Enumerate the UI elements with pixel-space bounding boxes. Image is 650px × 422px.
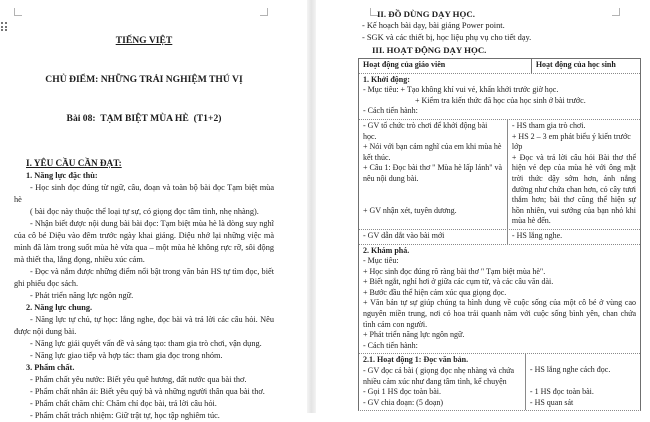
paragraph: - Phẩm chất yêu nước: Biết yêu quê hương, đất nước qua bài thơ. bbox=[30, 375, 247, 384]
line: - GV chia đoạn: (5 đoạn) bbox=[363, 397, 444, 407]
paragraph: - Nhận biết được nội dung bài bài đọc: Tạm biệt mùa hè là dòng suy nghĩ của cô bé Diệu vào đêm trước ngày khai giảng. Diệu nhớ lại những việc mà mình đã làm trong suốt mùa hè vừa qua – một mùa hè không rực rỡ, sôi động mà thiết tha, lắng đọng, nhiều xúc cảm. bbox=[14, 219, 274, 264]
line: + Đọc và trả lời câu hỏi Bài thơ thể hiện vẻ đẹp của mùa hè với ông mặt trời thức dậy sớm hơn, ánh nắng đường như chứa chan hơn, cỏ cây tươi thắm hơn; bài thơ cũng thể hiện sự hồn nhiên, vui sướng của bạn nhỏ khi mùa hè đến. bbox=[511, 152, 636, 226]
paragraph: - Phát triển năng lực ngôn ngữ. bbox=[30, 291, 134, 300]
student-cell bbox=[508, 230, 640, 244]
line: - HS lắng nghe cách đọc. bbox=[529, 365, 611, 375]
line: - GV tổ chức trò chơi để khởi động bài học. bbox=[363, 120, 488, 141]
line: + Kiểm tra kiến thức đã học của học sinh ở bài trước. bbox=[415, 95, 586, 105]
line: + Nói với bạn cảm nghĩ của em khi mùa hè kết thúc. bbox=[363, 142, 502, 162]
line: - Gọi 1 HS đọc toàn bài. bbox=[363, 387, 441, 397]
paragraph: - Năng lực giao tiếp và hợp tác: tham gia đọc trong nhóm. bbox=[30, 351, 223, 360]
section-ii-heading: II. ĐỒ DÙNG DẠY HỌC. bbox=[377, 9, 475, 19]
line: - Cách tiến hành: bbox=[363, 340, 418, 350]
row-title: 2.1. Hoạt động 1: Đọc văn bản. bbox=[363, 355, 469, 365]
table-row-khoi-dong bbox=[359, 74, 640, 120]
col-header-student: Hoạt động của học sinh bbox=[535, 60, 616, 69]
section-i-heading: I. YÊU CẦU CẦN ĐẠT: bbox=[26, 158, 122, 168]
table-row bbox=[359, 120, 640, 230]
line: - GV dẫn dắt vào bài mới bbox=[363, 230, 445, 240]
subheading-pham-chat: 3. Phẩm chất. bbox=[26, 363, 75, 372]
line: - HS quan sát bbox=[529, 397, 574, 407]
row-title: 2. Khám phá. bbox=[363, 245, 410, 255]
line: + HS 2 – 3 em phát biểu ý kiến trước lớp bbox=[511, 131, 631, 152]
line: + GV nhận xét, tuyên dương. bbox=[363, 205, 457, 215]
table-header-row bbox=[359, 59, 640, 74]
line: - Cách tiến hành: bbox=[363, 106, 418, 116]
paragraph: - SGK và các thiết bị, học liệu phụ vụ cho tiết dạy. bbox=[362, 33, 532, 42]
subheading-nang-luc-dac-thu: 1. Năng lực đặc thù: bbox=[26, 171, 98, 180]
paragraph: - Phẩm chất trách nhiệm: Giữ trật tự, học tập nghiêm túc. bbox=[30, 411, 220, 420]
paragraph: - Kế hoạch bài dạy, bài giảng Power point. bbox=[362, 21, 505, 30]
drag-handle-icon[interactable] bbox=[1, 22, 7, 31]
row-title: 1. Khởi động: bbox=[363, 74, 410, 84]
page-gutter bbox=[307, 0, 316, 413]
table-row-kham-pha bbox=[359, 245, 640, 355]
paragraph: - Đọc và nắm được những điểm nổi bật trong văn bản HS tự tìm đọc, biết ghi phiếu đọc sách. bbox=[14, 267, 274, 288]
paragraph: - Năng lực giải quyết vấn đề và sáng tạo: tham gia trò chơi, vận dụng. bbox=[30, 339, 262, 348]
doc-title: TIẾNG VIỆT bbox=[115, 35, 173, 46]
doc-theme-line: CHỦ ĐIỂM: NHỮNG TRẢI NGHIỆM THÚ VỊ bbox=[45, 74, 243, 85]
line: + Biết ngắt, nghỉ hơi ở giữa các cụm từ, và các câu văn dài. bbox=[363, 277, 554, 287]
page-1 bbox=[14, 8, 274, 422]
line: + Văn bản tự sự giúp chúng ta hình dung về cuộc sống của một cô bé ở vùng cao nguyên miền trung, nơi có hoa trái quanh năm với cuộc sống bình yên, chan chứa tình cảm con người. bbox=[363, 298, 636, 329]
paragraph: - Phẩm chất nhân ái: Biết yêu quý bà và những người thân qua bài thơ. bbox=[30, 387, 265, 396]
line: - GV đọc cả bài ( giọng đọc nhẹ nhàng và chứa nhiều cảm xúc như đang tâm tình, kể chuyện bbox=[363, 366, 515, 386]
table-row bbox=[359, 230, 640, 245]
doc-lesson-line: Bài 08: TẠM BIỆT MÙA HÈ (T1+2) bbox=[66, 113, 222, 124]
teacher-cell bbox=[359, 120, 508, 229]
col-header-teacher: Hoạt động của giáo viên bbox=[359, 59, 532, 73]
teacher-cell bbox=[359, 230, 508, 244]
section-iii-heading: III. HOẠT ĐỘNG DẠY HỌC. bbox=[372, 45, 487, 55]
paragraph: ( bài đọc này thuộc thể loại tự sự, có giọng đọc tâm tình, nhẹ nhàng). bbox=[30, 207, 259, 216]
student-cell bbox=[526, 354, 640, 410]
paragraph: - Phẩm chất chăm chỉ: Chăm chỉ đọc bài, trả lời câu hỏi. bbox=[30, 399, 217, 408]
line: - Mục tiêu: + Tạo không khí vui vẻ, khấn khởi trước giờ học. bbox=[363, 85, 559, 95]
line: - Mục tiêu: bbox=[363, 256, 399, 266]
paragraph: - Học sinh đọc đúng từ ngữ, câu, đoạn và toàn bộ bài đọc Tạm biệt mùa hè bbox=[14, 183, 274, 204]
line: + Bước đầu thể hiện cảm xúc qua giọng đọc. bbox=[363, 287, 507, 297]
activities-table bbox=[358, 58, 641, 411]
page-2 bbox=[358, 8, 642, 411]
subheading-nang-luc-chung: 2. Năng lực chung. bbox=[26, 303, 93, 312]
line: - HS lắng nghe. bbox=[511, 230, 563, 240]
paragraph: - Năng lực tự chủ, tự học: lắng nghe, đọc bài và trả lời các câu hỏi. Nêu được nội dung bài. bbox=[14, 315, 274, 336]
document-title-block bbox=[14, 8, 274, 151]
line: + Học sinh đọc đúng rõ ràng bài thơ " Tạm biệt mùa hè". bbox=[363, 266, 546, 276]
line: - 1 HS đọc toàn bài. bbox=[529, 387, 594, 397]
teacher-cell bbox=[359, 354, 526, 410]
table-row-hoat-dong-1 bbox=[359, 354, 640, 410]
line: - HS tham gia trò chơi. bbox=[511, 120, 586, 130]
line: + Câu 1: Đọc bài thơ " Mùa hè lấp lánh" và nêu nội dung bài. bbox=[363, 163, 503, 183]
line: + Phát triển năng lực ngôn ngữ. bbox=[363, 330, 465, 340]
student-cell bbox=[508, 120, 640, 229]
